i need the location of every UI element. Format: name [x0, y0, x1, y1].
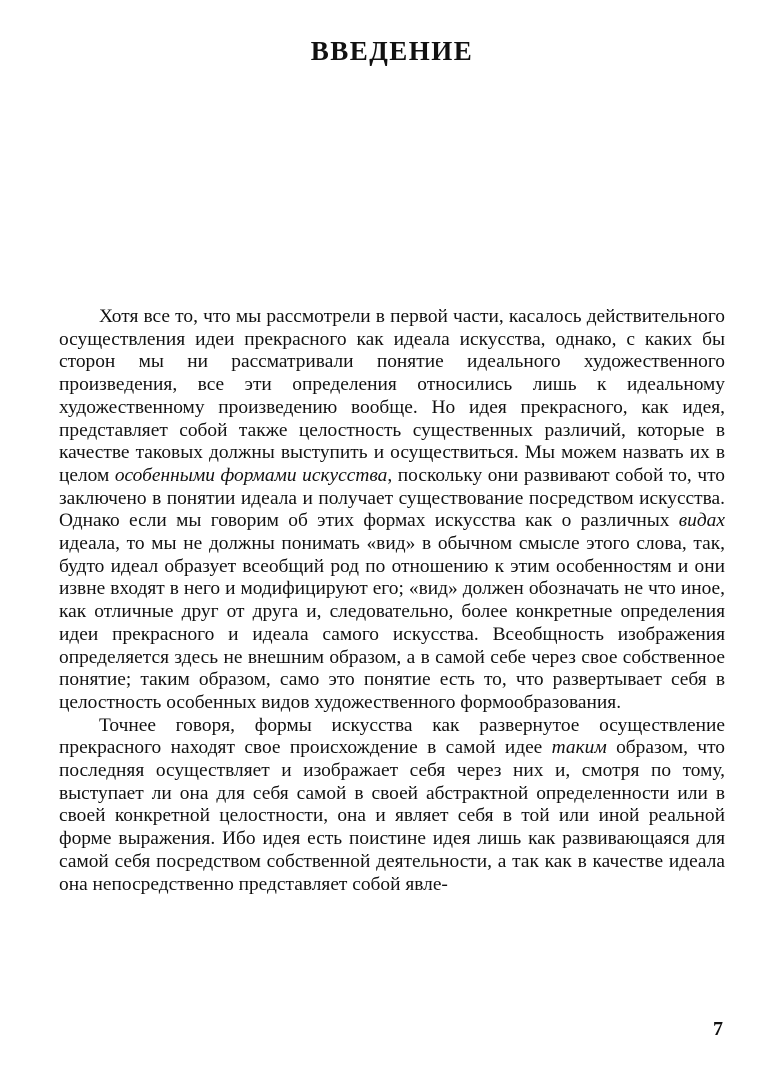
page-number: 7 — [713, 1018, 723, 1040]
paragraph-1-italic-run: особенными формами искусства — [114, 464, 388, 486]
paragraph-2-italic-run: таким — [551, 737, 607, 759]
paragraph-2-run: образом, что последняя осуществляет и изображает себя через них и, смотря по тому, выступает ли она для себя самой в своей абстрактной определенности или в своей конкретной целостности, она и являет себя в той или иной реальной форме выражения. Ибо идея есть поистине идея лишь как развивающаяся для самой себя посредством собственной деятельности, а так как в качестве идеала она непосредственно представляет собой явле- — [59, 737, 725, 895]
page-title: ВВЕДЕНИЕ — [310, 36, 474, 66]
paragraph-1-italic-run: видах — [678, 510, 725, 532]
paragraph-1-run: идеала, то мы не должны понимать «вид» в обычном смысле этого слова, так, будто идеал образует всеобщий род по отношению к этим особенностям и они извне входят в него и модифицируют его; «вид» должен обозначать не что иное, как отличные друг от друга и, следовательно, более конкретные определения идеи прекрасного и идеала самого искусства. Всеобщность изображения определяется здесь не внешним образом, а в самой себе через свое собственное понятие; таким образом, само это понятие есть то, что развертывает себя в целостность особенных видов художественного формообразования. — [59, 533, 725, 713]
paragraph-1-run: Хотя все то, что мы рассмотрели в первой части, касалось действительного осуществления идеи прекрасного как идеала искусства, однако, с каких бы сторон мы ни рассматривали понятие идеального художественного произведения, все эти определения относились лишь к идеальному художественному произведению вообще. Но идея прекрасного, как идея, представляет собой также целостность существенных различий, которые в качестве таковых должны выступить и осуществиться. Мы можем назвать их в целом — [59, 306, 725, 486]
paragraph-1-run: , поскольку они развивают собой то, что заключено в понятии идеала и получает существование посредством искусства. Однако если мы говорим об этих формах искусства как о различных — [59, 464, 725, 532]
body-text — [59, 306, 725, 896]
paragraph-1 — [59, 306, 725, 715]
paragraph-2 — [59, 715, 725, 897]
paragraph-2-run: Точнее говоря, формы искусства как развернутое осуществление прекрасного находят свое происхождение в самой идее — [59, 714, 725, 759]
